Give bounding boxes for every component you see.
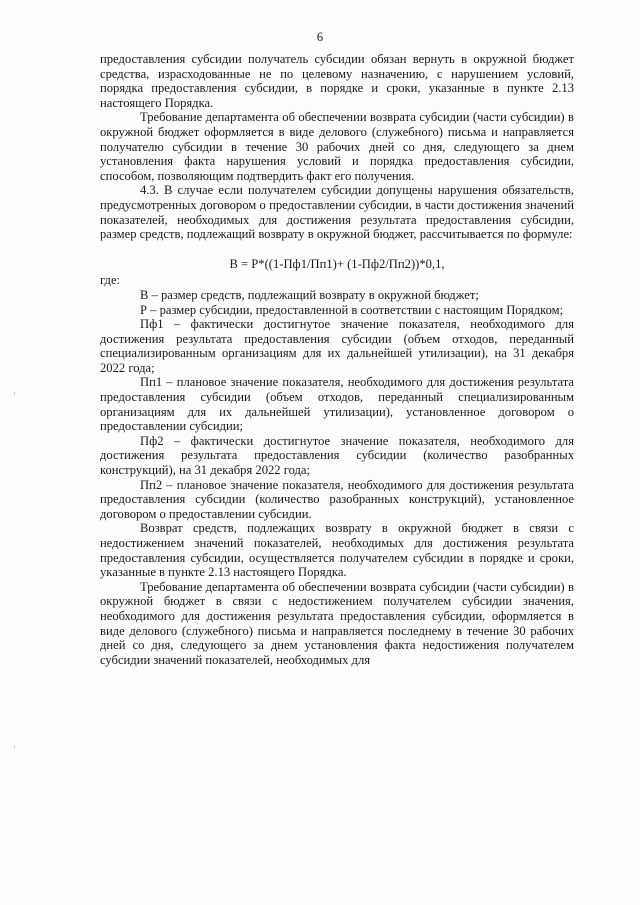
- definition-pf1: Пф1 – фактически достигнутое значение показателя, необходимого для достижения результата предоставления субсидии (объем отходов, переданный специализированным организациям для их дальнейшей утилизации), на 31 декабря 2022 года;: [100, 317, 574, 375]
- definition-b: В – размер средств, подлежащий возврату в окружной бюджет;: [140, 287, 479, 302]
- paragraph-refund: Возврат средств, подлежащих возврату в окружной бюджет в связи с недостижением значений показателей, необходимых для достижения результата предоставления субсидии, осуществляется получателем субсидии в порядке и сроки, указанные в пункте 2.13 настоящего Порядка.: [100, 521, 574, 580]
- definition-p: Р – размер субсидии, предоставленной в соответствии с настоящим Порядком;: [140, 302, 564, 317]
- page-number: 6: [316, 30, 324, 44]
- formula: В = Р*((1-Пф1/Пп1)+ (1-Пф2/Пп2))*0,1,: [229, 256, 445, 271]
- definition-pf2: Пф2 – фактически достигнутое значение показателя, необходимого для достижения результата предоставления субсидии (количество разобранных конструкций), на 31 декабря 2022 года;: [100, 433, 574, 478]
- paragraph-demand-underachievement: Требование департамента об обеспечении возврата субсидии (части субсидии) в окружной бюджет в связи с недостижением получателем субсидии значения, необходимого для достижения результата предоставления субсидии, оформляется в виде делового (служебного) письма и направляется последнему в течение 30 рабочих дней со дня, следующего за днем установления факта недостижения получателем субсидии значений показателей, необходимых для: [100, 579, 574, 667]
- scan-mark: [14, 392, 15, 395]
- paragraph-section-4-3: 4.3. В случае если получателем субсидии допущены нарушения обязательств, предусмотренных договором о предоставлении субсидии, в части достижения значений показателей, необходимых для достижения результата предоставления субсидии, размер средств, подлежащий возврату в окружной бюджет, рассчитывается по формуле:: [100, 183, 574, 242]
- where-label: где:: [100, 273, 121, 288]
- paragraph-continuation: предоставления субсидии получатель субсидии обязан вернуть в окружной бюджет средства, израсходованные не по целевому назначению, с нарушением условий, порядка предоставления субсидии, в порядке и сроки, указанные в пункте 2.13 настоящего Порядка.: [100, 52, 574, 110]
- definition-pp1: Пп1 – плановое значение показателя, необходимого для достижения результата предоставления субсидии (объем отходов, переданный специализированным организациям для их дальнейшей утилизации), установленное договором о предоставлении субсидии;: [100, 375, 574, 434]
- document-body: [100, 52, 574, 667]
- definition-pp2: Пп2 – плановое значение показателя, необходимого для достижения результата предоставления субсидии (количество разобранных конструкций), установленное договором о предоставлении субсидии.: [100, 477, 574, 521]
- paragraph-demand-notice: Требование департамента об обеспечении возврата субсидии (части субсидии) в окружной бюджет оформляется в виде делового (служебного) письма и направляется получателю субсидии в течение 30 рабочих дней со дня, следующего за днем установления факта нарушения условий и порядка предоставления субсидии, способом, позволяющим подтвердить факт его получения.: [100, 110, 574, 183]
- scan-mark: [14, 745, 15, 748]
